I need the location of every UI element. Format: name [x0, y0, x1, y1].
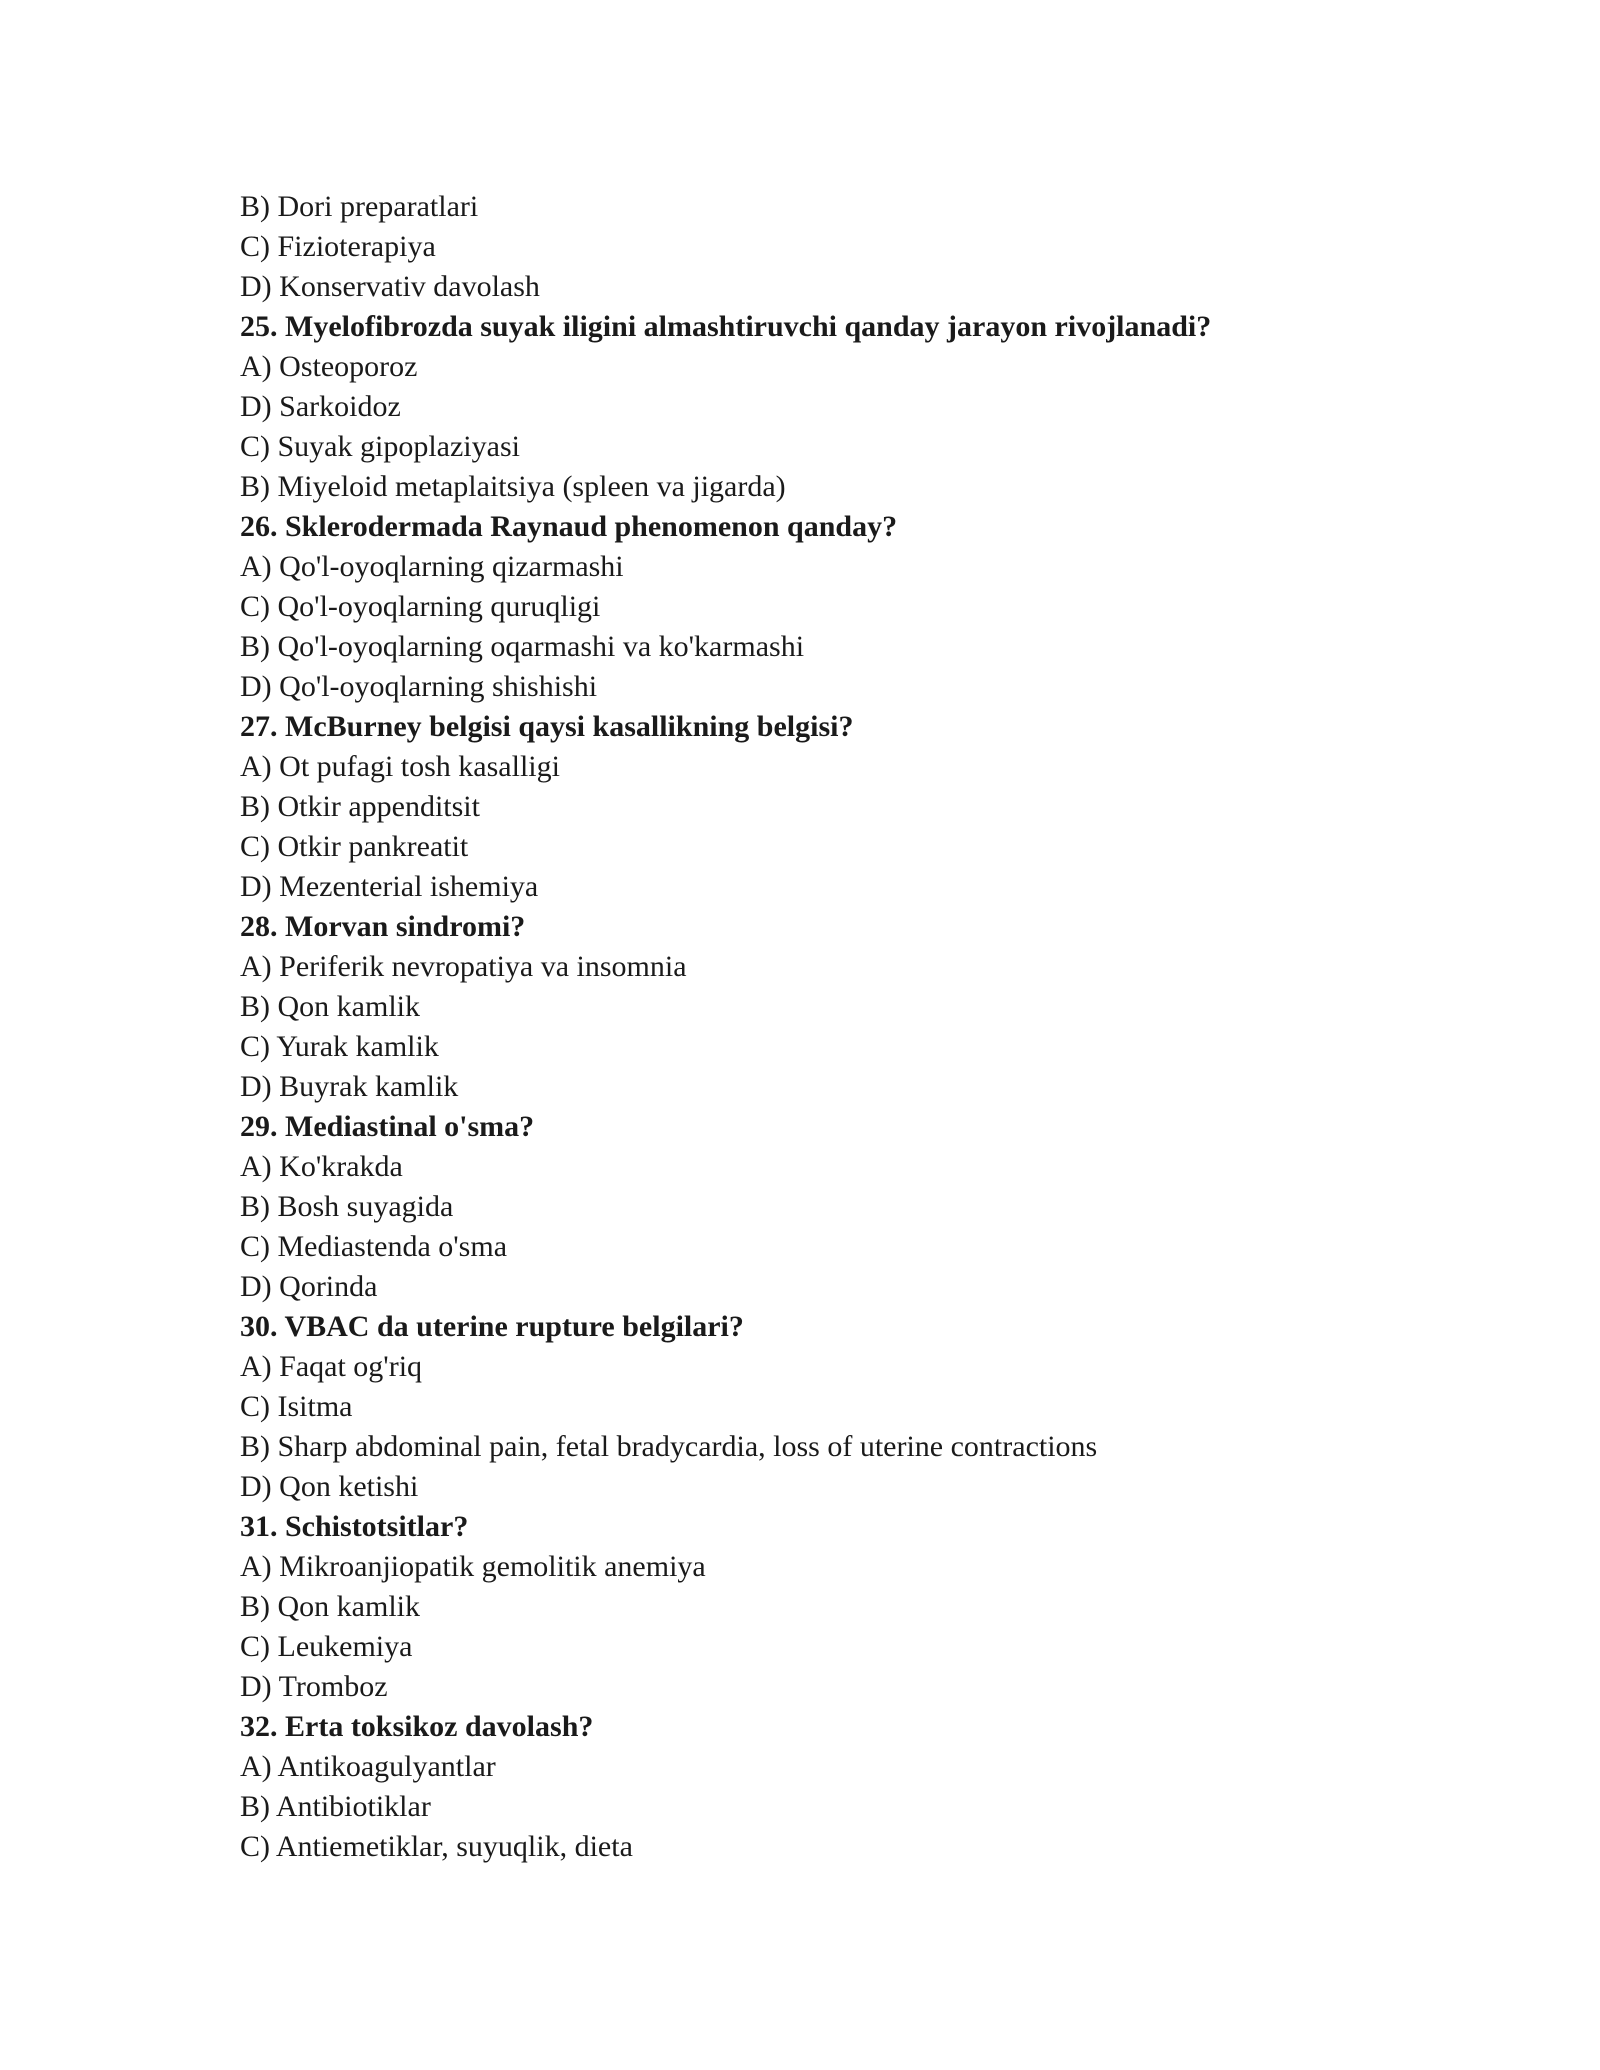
answer-option: A) Periferik nevropatiya va insomnia: [240, 950, 687, 983]
answer-option: D) Tromboz: [240, 1670, 388, 1703]
question-heading: 25. Myelofibrozda suyak iligini almashtiruvchi qanday jarayon rivojlanadi?: [240, 310, 1212, 343]
answer-option: B) Otkir appenditsit: [240, 790, 480, 823]
answer-option: C) Yurak kamlik: [240, 1030, 439, 1063]
question-heading: 30. VBAC da uterine rupture belgilari?: [240, 1310, 744, 1343]
answer-option: D) Buyrak kamlik: [240, 1070, 459, 1103]
answer-option: B) Qon kamlik: [240, 1590, 420, 1623]
answer-option: A) Ot pufagi tosh kasalligi: [240, 750, 560, 783]
answer-option: A) Antikoagulyantlar: [240, 1750, 496, 1783]
answer-option: A) Osteoporoz: [240, 350, 418, 383]
answer-option: B) Qo'l-oyoqlarning oqarmashi va ko'karmashi: [240, 630, 805, 663]
question-heading: 29. Mediastinal o'sma?: [240, 1110, 535, 1143]
answer-option: C) Mediastenda o'sma: [240, 1230, 508, 1263]
document-page: [240, 187, 1420, 1867]
answer-option: D) Mezenterial ishemiya: [240, 870, 539, 903]
question-heading: 26. Sklerodermada Raynaud phenomenon qanday?: [240, 510, 898, 543]
answer-option: B) Bosh suyagida: [240, 1190, 454, 1223]
answer-option: A) Ko'krakda: [240, 1150, 403, 1183]
answer-option: A) Faqat og'riq: [240, 1350, 423, 1383]
answer-option: B) Sharp abdominal pain, fetal bradycardia, loss of uterine contractions: [240, 1430, 1098, 1463]
question-heading: 31. Schistotsitlar?: [240, 1510, 469, 1543]
answer-option: D) Qorinda: [240, 1270, 378, 1303]
answer-option: B) Dori preparatlari: [240, 190, 479, 223]
answer-option: B) Qon kamlik: [240, 990, 420, 1023]
answer-option: C) Antiemetiklar, suyuqlik, dieta: [240, 1830, 633, 1863]
question-heading: 27. McBurney belgisi qaysi kasallikning belgisi?: [240, 710, 854, 743]
answer-option: D) Qon ketishi: [240, 1470, 419, 1503]
answer-option: C) Otkir pankreatit: [240, 830, 469, 863]
answer-option: C) Isitma: [240, 1390, 353, 1423]
answer-option: D) Konservativ davolash: [240, 270, 540, 303]
answer-option: C) Qo'l-oyoqlarning quruqligi: [240, 590, 601, 623]
question-heading: 28. Morvan sindromi?: [240, 910, 526, 943]
answer-option: A) Qo'l-oyoqlarning qizarmashi: [240, 550, 624, 583]
answer-option: C) Suyak gipoplaziyasi: [240, 430, 520, 463]
answer-option: D) Qo'l-oyoqlarning shishishi: [240, 670, 598, 703]
answer-option: B) Miyeloid metaplaitsiya (spleen va jigarda): [240, 470, 786, 503]
answer-option: B) Antibiotiklar: [240, 1790, 431, 1823]
answer-option: D) Sarkoidoz: [240, 390, 401, 423]
question-heading: 32. Erta toksikoz davolash?: [240, 1710, 594, 1743]
answer-option: C) Fizioterapiya: [240, 230, 436, 263]
answer-option: A) Mikroanjiopatik gemolitik anemiya: [240, 1550, 706, 1583]
answer-option: C) Leukemiya: [240, 1630, 413, 1663]
